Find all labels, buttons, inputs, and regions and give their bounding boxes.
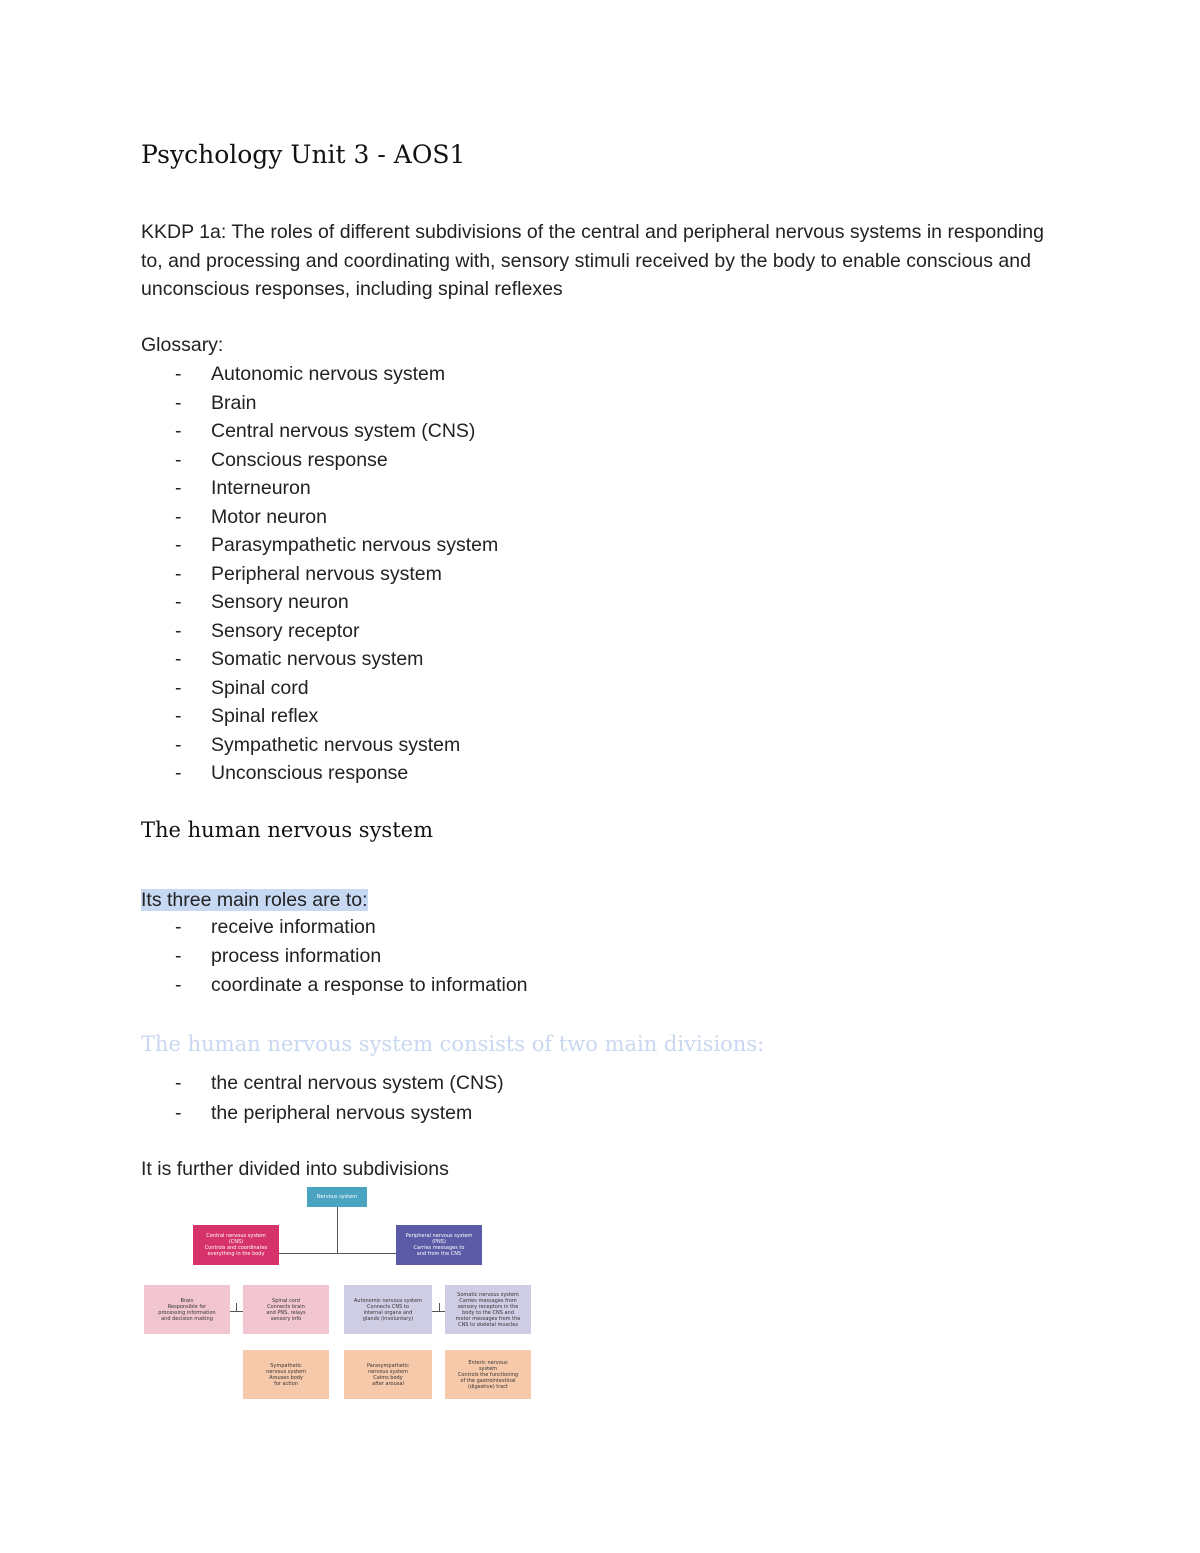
cns-node: Central nervous system (CNS) Controls and coordinates everything in the body bbox=[193, 1225, 279, 1265]
list-item: - Spinal reflex bbox=[141, 702, 498, 731]
list-item: - Autonomic nervous system bbox=[141, 360, 498, 389]
list-item: - Brain bbox=[141, 389, 498, 418]
list-item: - Spinal cord bbox=[141, 674, 498, 703]
divisions-list bbox=[141, 1068, 504, 1128]
list-item: - the peripheral nervous system bbox=[141, 1098, 504, 1128]
list-item: - Conscious response bbox=[141, 446, 498, 475]
list-item: - coordinate a response to information bbox=[141, 971, 528, 1000]
roles-list bbox=[141, 913, 528, 1000]
list-item: - Unconscious response bbox=[141, 759, 498, 788]
connector-line bbox=[236, 1303, 237, 1311]
parasympathetic-node: Parasympathetic nervous system Calms body after arousal bbox=[344, 1350, 432, 1399]
nervous-system-node: Nervous system bbox=[307, 1187, 367, 1207]
glossary-list bbox=[141, 360, 498, 788]
divisions-heading: The human nervous system consists of two main divisions: bbox=[141, 1032, 765, 1056]
enteric-node: Enteric nervous system Controls the functioning of the gastrointestinal (digestive) tract bbox=[445, 1350, 531, 1399]
list-item: - Central nervous system (CNS) bbox=[141, 417, 498, 446]
connector-line bbox=[439, 1303, 440, 1311]
connector-line bbox=[337, 1207, 338, 1253]
list-item: - process information bbox=[141, 942, 528, 971]
section-heading: The human nervous system bbox=[141, 818, 433, 842]
somatic-node: Somatic nervous system Carries messages from sensory receptors in the body to the CNS and motor messages from the CNS to skeletal muscles bbox=[445, 1285, 531, 1334]
roles-intro bbox=[141, 886, 368, 914]
list-item: - Interneuron bbox=[141, 474, 498, 503]
subdivisions-text: It is further divided into subdivisions bbox=[141, 1158, 449, 1180]
spinal-cord-node: Spinal cord Connects brain and PNS, relays sensory info bbox=[243, 1285, 329, 1334]
autonomic-node: Autonomic nervous system Connects CNS to internal organs and glands (involuntary) bbox=[344, 1285, 432, 1334]
list-item: - the central nervous system (CNS) bbox=[141, 1068, 504, 1098]
list-item: - Sensory neuron bbox=[141, 588, 498, 617]
brain-node: Brain Responsible for processing information and decision making bbox=[144, 1285, 230, 1334]
list-item: - Peripheral nervous system bbox=[141, 560, 498, 589]
list-item: - Parasympathetic nervous system bbox=[141, 531, 498, 560]
list-item: - receive information bbox=[141, 913, 528, 942]
sympathetic-node: Sympathetic nervous system Arouses body for action bbox=[243, 1350, 329, 1399]
list-item: - Motor neuron bbox=[141, 503, 498, 532]
page-title: Psychology Unit 3 - AOS1 bbox=[141, 140, 466, 169]
list-item: - Somatic nervous system bbox=[141, 645, 498, 674]
highlighted-text: Its three main roles are to: bbox=[141, 889, 368, 911]
pns-node: Peripheral nervous system (PNS) Carries messages to and from the CNS bbox=[396, 1225, 482, 1265]
list-item: - Sympathetic nervous system bbox=[141, 731, 498, 760]
kkdp-paragraph: KKDP 1a: The roles of different subdivisions of the central and peripheral nervous systems in responding to, and processing and coordinating with, sensory stimuli received by the body to enable conscious and unconscious responses, including spinal reflexes bbox=[141, 221, 1044, 301]
list-item: - Sensory receptor bbox=[141, 617, 498, 646]
glossary-label: Glossary: bbox=[141, 334, 224, 356]
nervous-system-diagram bbox=[140, 1185, 540, 1405]
